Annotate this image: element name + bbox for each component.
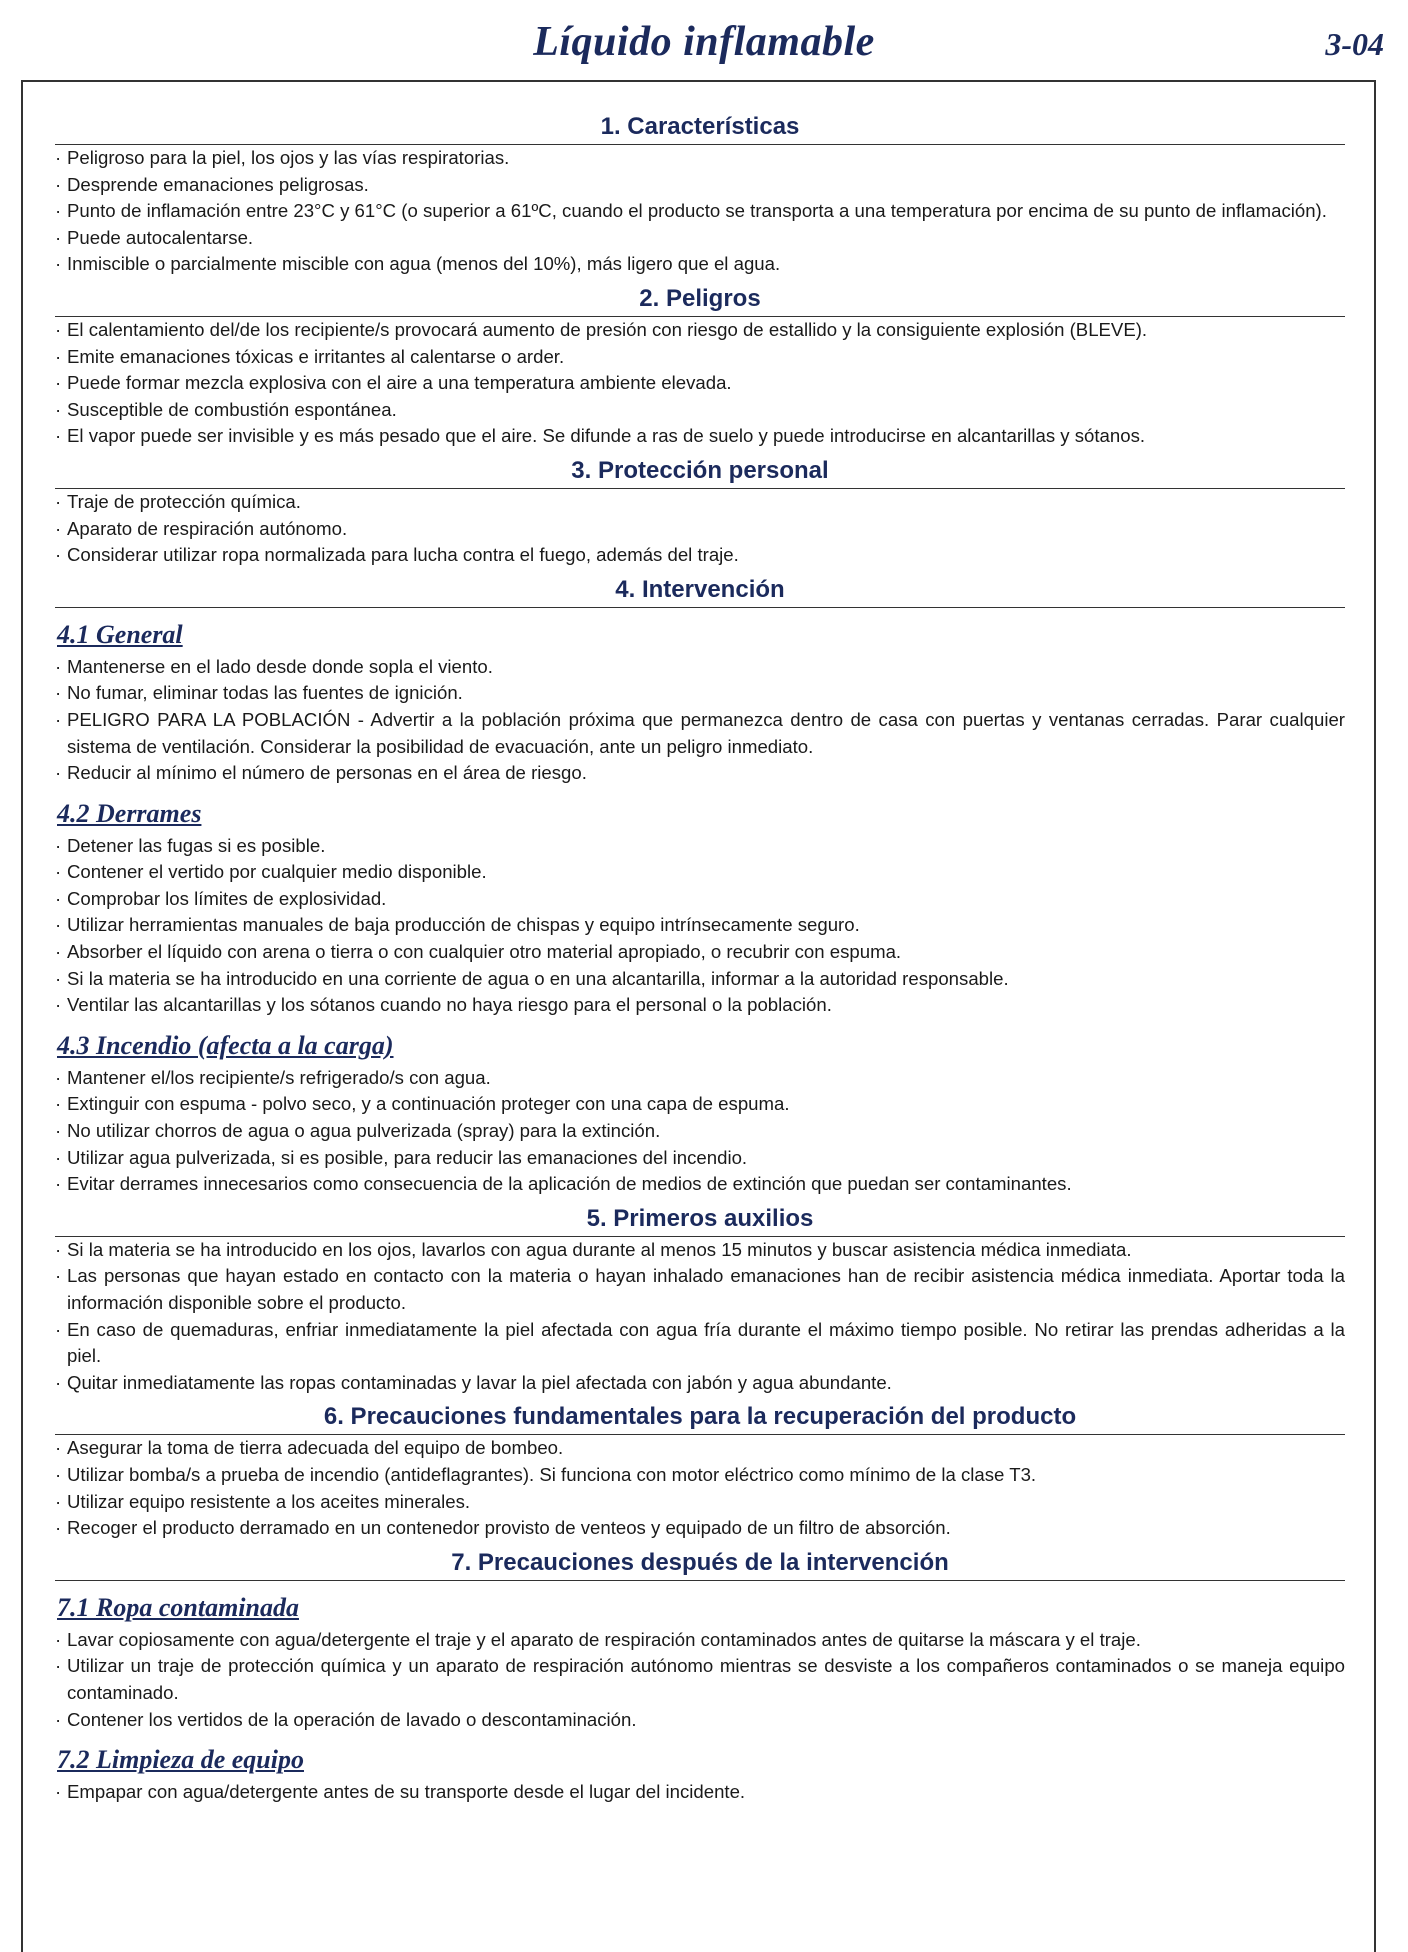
list-item: · Traje de protección química. [55,489,1345,516]
list-item: · Puede formar mezcla explosiva con el aire a una temperatura ambiente elevada. [55,370,1345,397]
list-item: · Si la materia se ha introducido en los ojos, lavarlos con agua durante al menos 15 minutos y buscar asistencia médica inmediata. [55,1237,1345,1264]
list-item: · Mantenerse en el lado desde donde sopla el viento. [55,654,1345,681]
page-title: Líquido inflamable [533,19,875,65]
list-item: · El vapor puede ser invisible y es más pesado que el aire. Se difunde a ras de suelo y puede introducirse en alcantarillas y sótanos. [55,423,1345,450]
list-item: · Si la materia se ha introducido en una corriente de agua o en una alcantarilla, informar a la autoridad responsable. [55,966,1345,993]
bullet-list [55,1779,1345,1806]
bullet-list [55,145,1345,278]
list-item: · Empapar con agua/detergente antes de su transporte desde el lugar del incidente. [55,1779,1345,1806]
document-body [55,112,1345,1812]
list-item: · Punto de inflamación entre 23°C y 61°C (o superior a 61ºC, cuando el producto se transporta a una temperatura por encima de su punto de inflamación). [55,198,1345,225]
list-item: · PELIGRO PARA LA POBLACIÓN - Advertir a la población próxima que permanezca dentro de casa con puertas y ventanas cerradas. Parar cualquier sistema de ventilación. Considerar la posibilidad de evacuación, ante un peligro inmediato. [55,707,1345,760]
list-item: · Recoger el producto derramado en un contenedor provisto de venteos y equipado de un filtro de absorción. [55,1515,1345,1542]
list-item: · Reducir al mínimo el número de personas en el área de riesgo. [55,760,1345,787]
section-3 [55,456,1345,569]
bullet-list [55,1435,1345,1541]
document-code: 3-04 [1325,26,1384,62]
section-title: 3. Protección personal [55,456,1345,489]
section-title: 7. Precauciones después de la intervención [55,1548,1345,1581]
list-item: · En caso de quemaduras, enfriar inmediatamente la piel afectada con agua fría durante el máximo tiempo posible. No retirar las prendas adheridas a la piel. [55,1317,1345,1370]
list-item: · Ventilar las alcantarillas y los sótanos cuando no haya riesgo para el personal o la población. [55,992,1345,1019]
list-item: · No utilizar chorros de agua o agua pulverizada (spray) para la extinción. [55,1118,1345,1145]
list-item: · Utilizar bomba/s a prueba de incendio (antideflagrantes). Si funciona con motor eléctrico como mínimo de la clase T3. [55,1462,1345,1489]
list-item: · Mantener el/los recipiente/s refrigerado/s con agua. [55,1065,1345,1092]
list-item: · No fumar, eliminar todas las fuentes de ignición. [55,680,1345,707]
bullet-list [55,1065,1345,1198]
list-item: · Aparato de respiración autónomo. [55,516,1345,543]
list-item: · Contener los vertidos de la operación de lavado o descontaminación. [55,1707,1345,1734]
bullet-list [55,654,1345,787]
list-item: · Extinguir con espuma - polvo seco, y a continuación proteger con una capa de espuma. [55,1091,1345,1118]
subsection-title: 4.3 Incendio (afecta a la carga) [57,1030,394,1060]
bullet-list [55,317,1345,450]
list-item: · Contener el vertido por cualquier medio disponible. [55,859,1345,886]
section-1 [55,112,1345,278]
list-item: · Asegurar la toma de tierra adecuada del equipo de bombeo. [55,1435,1345,1462]
section-title: 6. Precauciones fundamentales para la recuperación del producto [55,1402,1345,1435]
list-item: · Peligroso para la piel, los ojos y las vías respiratorias. [55,145,1345,172]
list-item: · Considerar utilizar ropa normalizada para lucha contra el fuego, además del traje. [55,542,1345,569]
bullet-list [55,489,1345,569]
list-item: · Evitar derrames innecesarios como consecuencia de la aplicación de medios de extinción que puedan ser contaminantes. [55,1171,1345,1198]
list-item: · Desprende emanaciones peligrosas. [55,172,1345,199]
list-item: · Absorber el líquido con arena o tierra o con cualquier otro material apropiado, o recubrir con espuma. [55,939,1345,966]
list-item: · Quitar inmediatamente las ropas contaminadas y lavar la piel afectada con jabón y agua abundante. [55,1370,1345,1397]
section-7 [55,1548,1345,1806]
list-item: · Utilizar equipo resistente a los aceites minerales. [55,1489,1345,1516]
subsection-title: 7.1 Ropa contaminada [57,1592,299,1622]
section-6 [55,1402,1345,1541]
section-4 [55,575,1345,1198]
list-item: · Puede autocalentarse. [55,225,1345,252]
section-title: 1. Características [55,112,1345,145]
list-item: · Utilizar agua pulverizada, si es posible, para reducir las emanaciones del incendio. [55,1145,1345,1172]
section-2 [55,284,1345,450]
list-item: · Las personas que hayan estado en contacto con la materia o hayan inhalado emanaciones han de recibir asistencia médica inmediata. Aportar toda la información disponible sobre el producto. [55,1263,1345,1316]
list-item: · Utilizar un traje de protección química y un aparato de respiración autónomo mientras se desviste a los compañeros contaminados o se maneja equipo contaminado. [55,1653,1345,1706]
bullet-list [55,833,1345,1019]
list-item: · Comprobar los límites de explosividad. [55,886,1345,913]
bullet-list [55,1627,1345,1733]
list-item: · Detener las fugas si es posible. [55,833,1345,860]
section-5 [55,1204,1345,1397]
section-title: 4. Intervención [55,575,1345,608]
list-item: · Inmiscible o parcialmente miscible con agua (menos del 10%), más ligero que el agua. [55,251,1345,278]
list-item: · Susceptible de combustión espontánea. [55,397,1345,424]
list-item: · Utilizar herramientas manuales de baja producción de chispas y equipo intrínsecamente seguro. [55,912,1345,939]
subsection-title: 4.2 Derrames [57,798,202,828]
subsection-title: 4.1 General [57,619,183,649]
section-title: 2. Peligros [55,284,1345,317]
list-item: · Lavar copiosamente con agua/detergente el traje y el aparato de respiración contaminados antes de quitarse la máscara y el traje. [55,1627,1345,1654]
list-item: · El calentamiento del/de los recipiente/s provocará aumento de presión con riesgo de estallido y la consiguiente explosión (BLEVE). [55,317,1345,344]
subsection-title: 7.2 Limpieza de equipo [57,1745,304,1775]
bullet-list [55,1237,1345,1397]
section-title: 5. Primeros auxilios [55,1204,1345,1237]
list-item: · Emite emanaciones tóxicas e irritantes al calentarse o arder. [55,344,1345,371]
